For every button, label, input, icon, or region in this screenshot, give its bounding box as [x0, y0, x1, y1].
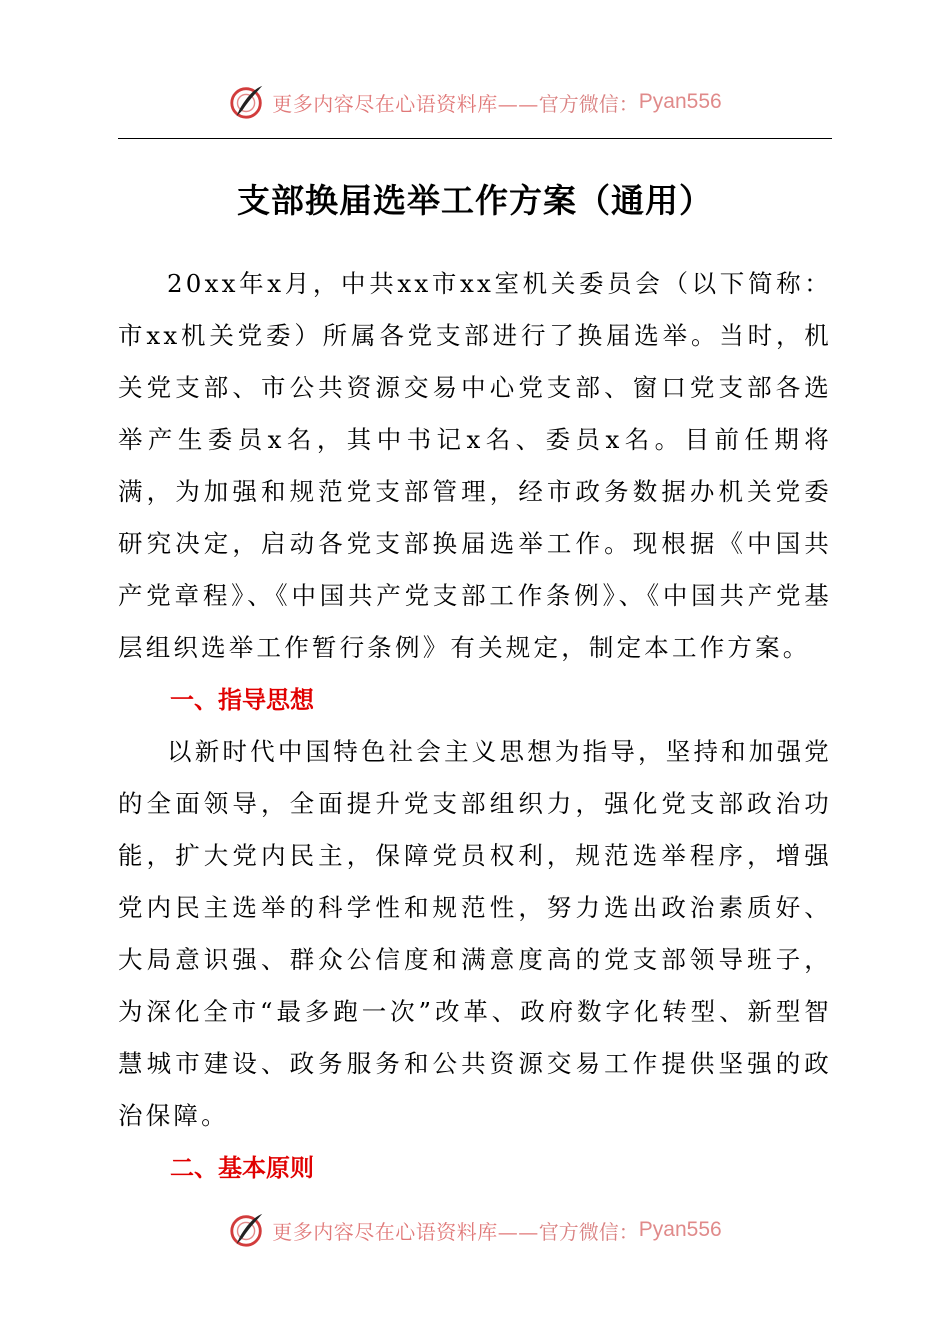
banner-wechat-id: Pyan556: [638, 90, 722, 113]
banner-wechat-label: 官方微信：: [538, 91, 639, 116]
intro-paragraph: 20xx年x月，中共xx市xx室机关委员会（以下简称：市xx机关党委）所属各党支部进行了换届选举。当时，机关党支部、市公共资源交易中心党支部、窗口党支部各选举产生委员x名，其中书记x名、委员x名。目前任期将满，为加强和规范党支部管理，经市政务数据办机关党委研究决定，启动各党支部换届选举工作。现根据《中国共产党章程》、《中国共产党支部工作条例》、《中国共产党基层组织选举工作暂行条例》有关规定，制定本工作方案。: [118, 269, 832, 662]
quill-logo-icon: [228, 83, 266, 121]
banner-promo-text: 更多内容尽在心语资料库——: [272, 1219, 539, 1244]
quill-logo-icon: [228, 1211, 266, 1249]
footer-banner: [0, 1210, 950, 1250]
document-title: 支部换届选举工作方案（通用）: [237, 181, 713, 220]
section-heading-basic-principles: 二、基本原则: [170, 1154, 314, 1182]
header-divider: [118, 138, 832, 139]
banner-wechat-id: Pyan556: [638, 1218, 722, 1241]
section-heading-guiding-ideology: 一、指导思想: [170, 686, 314, 714]
document-body: [118, 258, 832, 1194]
banner-wechat-label: 官方微信：: [538, 1219, 639, 1244]
header-banner: [0, 82, 950, 122]
section-paragraph-guiding-ideology: 以新时代中国特色社会主义思想为指导，坚持和加强党的全面领导，全面提升党支部组织力，强化党支部政治功能，扩大党内民主，保障党员权利，规范选举程序，增强党内民主选举的科学性和规范性，努力选出政治素质好、大局意识强、群众公信度和满意度高的党支部领导班子，为深化全市“最多跑一次”改革、政府数字化转型、新型智慧城市建设、政务服务和公共资源交易工作提供坚强的政治保障。: [118, 737, 832, 1130]
banner-promo-text: 更多内容尽在心语资料库——: [272, 91, 539, 116]
